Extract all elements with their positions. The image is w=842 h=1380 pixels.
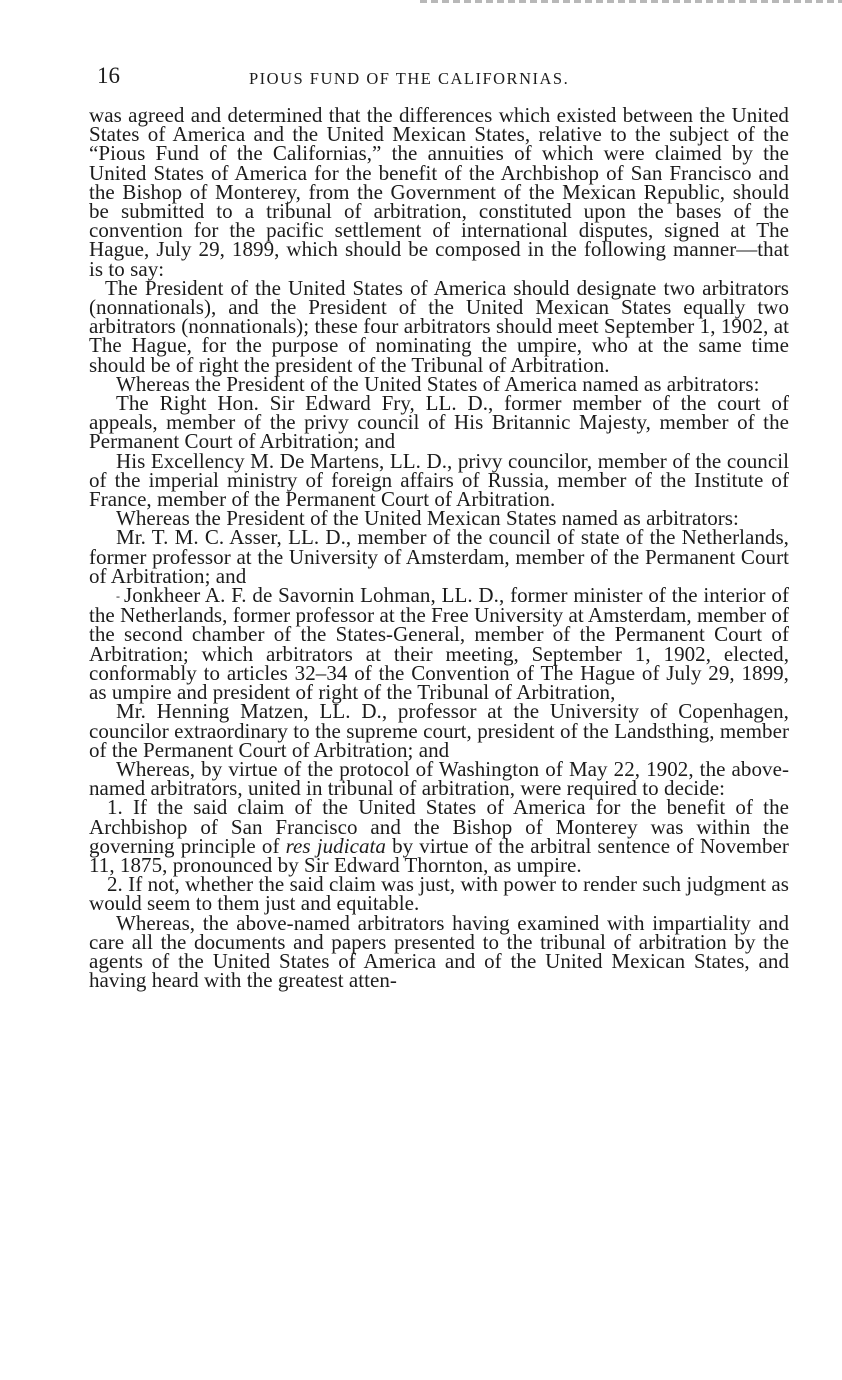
paragraph-designation: The President of the United States of America should designate two arbitrators (nonnationals), and the President of the United Mexican States equally two arbitrators (nonnationals); these four arbitrators should meet September 1, 1902, at The Hague, for the purpose of nominating the umpire, who at the same time should be of right the president of the Tribunal of Arbitration. — [89, 275, 789, 377]
top-edge-rule — [420, 0, 842, 3]
question-one-start: 1. If the said claim of the United States of America for the benefit of the Archbishop of San Francisco and the Bishop of Monterey was within the governing principle of — [89, 795, 789, 858]
paragraph-matzen: Mr. Henning Matzen, LL. D., professor at the University of Copenhagen, councilor extraordinary to the supreme court, president of the Landsthing, member of the Permanent Court of Arbitration; and — [89, 699, 789, 762]
stray-mark: - — [116, 589, 121, 604]
paragraph-de-martens: His Excellency M. De Martens, LL. D., privy councilor, member of the council of the imperial ministry of foreign affairs of Russia, member of the Institute of France, member of the Permanent Court of Arbitration. — [89, 448, 789, 512]
paragraph-question-one — [89, 795, 789, 877]
paragraph-question-two: 2. If not, whether the said claim was just, with power to render such judgment as would seem to them just and equitable. — [89, 872, 789, 916]
paragraph-examination: Whereas, the above-named arbitrators having examined with impartiality and care all the documents and papers presented to the tribunal of arbitration by the agents of the United States of America and of the United Mexican States, and having heard with the greatest atten- — [89, 910, 789, 993]
running-title: PIOUS FUND OF THE CALIFORNIAS. — [249, 69, 570, 88]
paragraph-lohman-container — [89, 583, 789, 705]
paragraph-fry: The Right Hon. Sir Edward Fry, LL. D., former member of the court of appeals, member of the privy council of His Britannic Majesty, member of the Permanent Court of Arbitration; and — [89, 391, 789, 454]
document-page — [89, 62, 789, 993]
paragraph-lohman: Jonkheer A. F. de Savornin Lohman, LL. D., former minister of the interior of the Netherlands, former professor at the Free University at Amsterdam, member of the second chamber of the States-General, member of the Permanent Court of Arbitration; which arbitrators at their meeting, September 1, 1902, elected, conformably to articles 32–34 of the Convention of The Hague of July 29, 1899, as umpire and president of right of the Tribunal of Arbitration, — [89, 583, 789, 705]
paragraph-protocol: Whereas, by virtue of the protocol of Washington of May 22, 1902, the above-named arbitrators, united in tribunal of arbitration, were required to decide: — [89, 756, 789, 801]
paragraph-asser: Mr. T. M. C. Asser, LL. D., member of the council of state of the Netherlands, former professor at the University of Amsterdam, member of the Permanent Court of Arbitration; and — [89, 525, 789, 588]
paragraph-mexican-arbitrators: Whereas the President of the United Mexican States named as arbitrators: — [116, 506, 739, 531]
paragraph-agreement: was agreed and determined that the differences which existed between the United States of America and the United Mexican States, relative to the subject of the “Pious Fund of the Californias,” the annuities of which were claimed by the United States of America for the benefit of the Archbishop of San Francisco and the Bishop of Monterey, from the Government of the Mexican Republic, should be submitted to a tribunal of arbitration, constituted upon the bases of the convention for the pacific settlement of international disputes, signed at The Hague, July 29, 1899, which should be composed in the following manner—that is to say: — [89, 103, 789, 281]
running-head — [89, 62, 789, 98]
body-text — [89, 103, 789, 993]
page-number: 16 — [97, 63, 120, 88]
res-judicata-term: res judicata — [285, 833, 386, 858]
question-one-end: by virtue of the arbitral sentence of November 11, 1875, pronounced by Sir Edward Thornton, as umpire. — [89, 833, 789, 877]
paragraph-us-arbitrators: Whereas the President of the United States of America named as arbitrators: — [116, 371, 760, 396]
